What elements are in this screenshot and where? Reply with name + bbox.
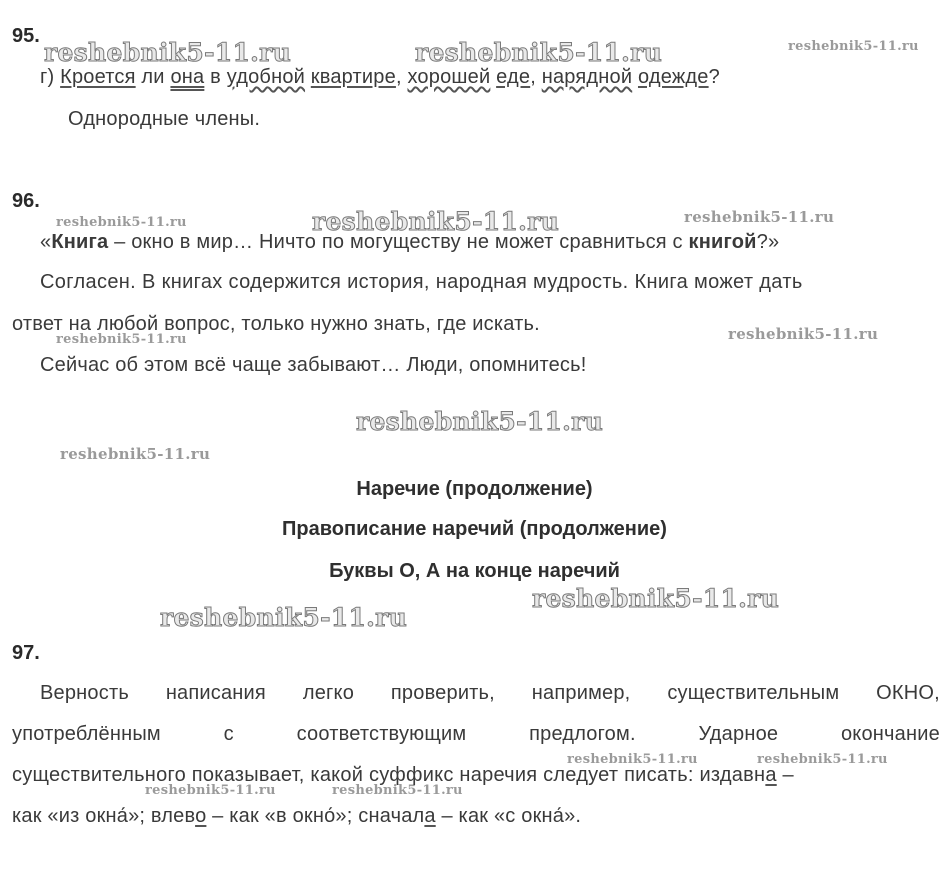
particle-word: ли [141,66,165,88]
quote-text: – окно в мир… Ничто по могуществу не может сравниться с [108,231,689,253]
quote-bold-word: книгой [688,231,757,253]
watermark: reshebnik5-11.ru [60,445,211,463]
question-mark: ? [708,66,720,88]
word: проверить, [390,682,495,704]
watermark: reshebnik5-11.ru [56,215,187,230]
paragraph-line [12,764,794,787]
section-subheading: Правописание наречий (продолжение) [282,518,667,540]
quote-mark: « [40,231,52,253]
paragraph-line: Согласен. В книгах содержится история, народная мудрость. Книга может дать [40,271,803,293]
watermark: reshebnik5-11.ru [160,603,408,632]
word: окончание [840,723,940,745]
text-segment: – как «в окно́»; сначал [206,805,425,827]
word: написания [165,682,266,704]
quote-line [40,231,779,254]
object-word: еде [496,66,531,88]
exercise-number: 97. [12,642,40,664]
answer-text: Однородные члены. [68,108,261,130]
predicate-word: Кроется [60,66,136,88]
section-heading: Наречие (продолжение) [356,478,593,500]
object-word: квартире [310,66,396,88]
paragraph-line [12,723,940,746]
watermark: reshebnik5-11.ru [567,752,698,767]
word: легко [302,682,355,704]
text-segment: – [776,764,794,786]
quote-bold-word: Книга [51,231,109,253]
word: например, [531,682,631,704]
item-prefix: г) [40,66,61,88]
word: Ударное [698,723,779,745]
watermark: reshebnik5-11.ru [44,38,292,67]
word: соответствующим [296,723,467,745]
preposition-word: в [210,66,221,88]
paragraph-line [12,805,581,828]
exercise-number: 96. [12,190,40,212]
word: употреблённым [12,723,161,745]
comma: , [395,66,408,88]
exercise-sentence [40,66,720,89]
subject-word: она [170,66,205,88]
paragraph-line: ответ на любой вопрос, только нужно знать, где искать. [12,313,540,335]
word: с [223,723,234,745]
watermark: reshebnik5-11.ru [415,38,663,67]
watermark: reshebnik5-11.ru [312,207,560,236]
watermark: reshebnik5-11.ru [788,39,919,54]
watermark: reshebnik5-11.ru [728,325,879,343]
exercise-number: 95. [12,25,40,47]
text-segment: как «из окна́»; влев [12,805,196,827]
watermark: reshebnik5-11.ru [532,584,780,613]
section-subheading: Буквы О, А на конце наречий [329,560,620,582]
attribute-word: нарядной [541,66,633,88]
watermark: reshebnik5-11.ru [332,783,463,798]
watermark: reshebnik5-11.ru [684,208,835,226]
word: предлогом. [529,723,636,745]
underlined-letter: о [195,805,207,827]
word: ОКНО, [876,682,940,704]
watermark: reshebnik5-11.ru [356,407,604,436]
object-word: одежде [637,66,709,88]
text-segment: существительного показывает, какой суффикс наречия следует писать: издавн [12,764,766,786]
watermark: reshebnik5-11.ru [145,783,276,798]
watermark: reshebnik5-11.ru [56,332,187,347]
watermark: reshebnik5-11.ru [757,752,888,767]
attribute-word: хорошей [407,66,491,88]
text-segment: – как «с окна́». [435,805,582,827]
attribute-word: удобной [226,66,306,88]
underlined-letter: а [765,764,777,786]
paragraph-line: Сейчас об этом всё чаще забывают… Люди, опомнитесь! [40,354,587,376]
word: Верность [40,682,129,704]
underlined-letter: а [424,805,436,827]
word: существительным [667,682,840,704]
paragraph-line [40,682,940,705]
quote-mark: ?» [756,231,780,253]
comma: , [530,66,542,88]
